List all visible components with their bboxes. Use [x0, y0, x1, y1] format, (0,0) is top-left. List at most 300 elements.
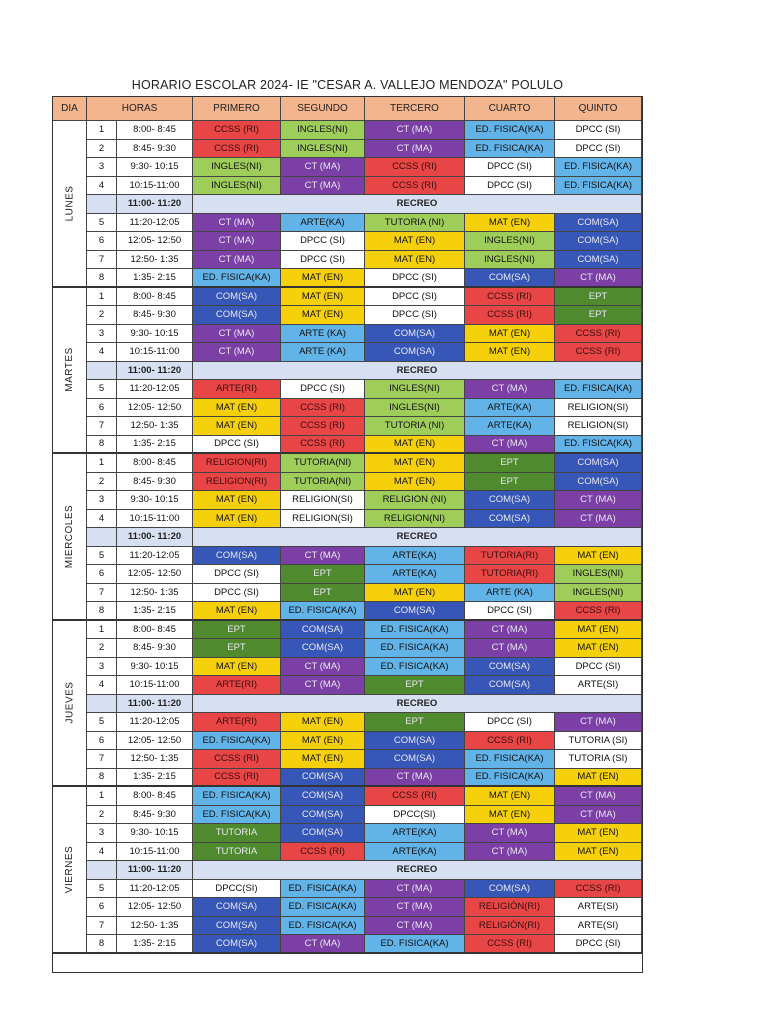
- class-cell: DPCC (SI): [281, 251, 365, 270]
- class-cell: CCSS (RI): [365, 158, 465, 177]
- header-horas: HORAS: [87, 97, 193, 121]
- recreo-time: 11:00- 11:20: [117, 195, 193, 214]
- class-cell: CCSS (RI): [281, 843, 365, 862]
- class-cell: EPT: [555, 288, 642, 307]
- class-cell: ARTE(RI): [193, 380, 281, 399]
- class-cell: TUTORIA (NI): [365, 214, 465, 233]
- period-time: 12:50- 1:35: [117, 584, 193, 603]
- class-cell: MAT (EN): [193, 399, 281, 418]
- recreo-label: RECREO: [193, 362, 642, 381]
- schedule-title: HORARIO ESCOLAR 2024- IE "CESAR A. VALLEJO MENDOZA" POLULO: [131, 78, 564, 92]
- class-cell: ED. FISICA(KA): [365, 658, 465, 677]
- class-cell: COM(SA): [465, 676, 555, 695]
- period-time: 8:45- 9:30: [117, 140, 193, 159]
- class-cell: ED. FISICA(KA): [465, 769, 555, 788]
- class-cell: DPCC (SI): [193, 584, 281, 603]
- class-cell: ARTE(KA): [365, 565, 465, 584]
- schedule-table: [52, 96, 643, 973]
- period-time: 12:50- 1:35: [117, 917, 193, 936]
- class-cell: CT (MA): [465, 621, 555, 640]
- period-time: 10:15-11:00: [117, 843, 193, 862]
- class-cell: COM(SA): [555, 473, 642, 492]
- period-number: 8: [87, 769, 117, 788]
- class-cell: EPT: [465, 473, 555, 492]
- period-time: 9:30- 10:15: [117, 158, 193, 177]
- class-cell: CT (MA): [281, 676, 365, 695]
- class-cell: CCSS (RI): [555, 880, 642, 899]
- class-cell: CT (MA): [281, 547, 365, 566]
- period-time: 1:35- 2:15: [117, 436, 193, 455]
- period-time: 9:30- 10:15: [117, 658, 193, 677]
- class-cell: RELIGION(SI): [281, 491, 365, 510]
- class-cell: COM(SA): [465, 510, 555, 529]
- class-cell: ED. FISICA(KA): [281, 602, 365, 621]
- header-dia: DIA: [53, 97, 87, 121]
- class-cell: CCSS (RI): [281, 399, 365, 418]
- class-cell: MAT (EN): [465, 214, 555, 233]
- class-cell: INGLES(NI): [555, 584, 642, 603]
- class-cell: CT (MA): [555, 491, 642, 510]
- class-cell: COM(SA): [465, 658, 555, 677]
- class-cell: ED. FISICA(KA): [281, 880, 365, 899]
- period-number: 2: [87, 473, 117, 492]
- period-number: 8: [87, 935, 117, 954]
- period-time: 8:45- 9:30: [117, 639, 193, 658]
- class-cell: RELIGION(RI): [193, 454, 281, 473]
- class-cell: DPCC (SI): [465, 158, 555, 177]
- class-cell: EPT: [281, 584, 365, 603]
- recreo-label: RECREO: [193, 695, 642, 714]
- class-cell: COM(SA): [365, 343, 465, 362]
- period-time: 9:30- 10:15: [117, 325, 193, 344]
- header-quinto: QUINTO: [555, 97, 642, 121]
- class-cell: TUTORIA(RI): [465, 547, 555, 566]
- class-cell: COM(SA): [465, 491, 555, 510]
- class-cell: COM(SA): [281, 639, 365, 658]
- class-cell: TUTORIA(NI): [281, 473, 365, 492]
- class-cell: CT (MA): [465, 843, 555, 862]
- class-cell: MAT (EN): [281, 269, 365, 288]
- class-cell: DPCC (SI): [365, 306, 465, 325]
- class-cell: EPT: [555, 306, 642, 325]
- class-cell: MAT (EN): [365, 584, 465, 603]
- class-cell: ARTE(RI): [193, 676, 281, 695]
- period-number: 6: [87, 898, 117, 917]
- period-number: 1: [87, 121, 117, 140]
- period-time: 8:45- 9:30: [117, 806, 193, 825]
- class-cell: ARTE(KA): [465, 399, 555, 418]
- class-cell: ARTE(KA): [281, 214, 365, 233]
- period-time: 12:50- 1:35: [117, 417, 193, 436]
- class-cell: INGLES(NI): [365, 399, 465, 418]
- period-time: 12:05- 12:50: [117, 898, 193, 917]
- class-cell: COM(SA): [555, 214, 642, 233]
- recreo-time: 11:00- 11:20: [117, 362, 193, 381]
- class-cell: CT (MA): [465, 380, 555, 399]
- class-cell: TUTORIA(RI): [465, 565, 555, 584]
- class-cell: ARTE (KA): [465, 584, 555, 603]
- day-name: MARTES: [64, 347, 75, 392]
- class-cell: ARTE (KA): [281, 325, 365, 344]
- period-time: 1:35- 2:15: [117, 935, 193, 954]
- period-number: 5: [87, 713, 117, 732]
- period-number: 3: [87, 491, 117, 510]
- class-cell: CT (MA): [555, 713, 642, 732]
- period-number: 1: [87, 288, 117, 307]
- period-number: 1: [87, 787, 117, 806]
- period-time: 1:35- 2:15: [117, 602, 193, 621]
- period-number: 6: [87, 232, 117, 251]
- class-cell: INGLES(NI): [555, 565, 642, 584]
- class-cell: CT (MA): [365, 898, 465, 917]
- class-cell: CCSS (RI): [193, 750, 281, 769]
- class-cell: CT (MA): [365, 880, 465, 899]
- period-number: 6: [87, 399, 117, 418]
- period-number: 4: [87, 177, 117, 196]
- class-cell: MAT (EN): [555, 769, 642, 788]
- class-cell: ARTE(KA): [365, 843, 465, 862]
- period-number: 7: [87, 417, 117, 436]
- class-cell: ED. FISICA(KA): [281, 917, 365, 936]
- class-cell: ARTE(SI): [555, 676, 642, 695]
- period-time: 9:30- 10:15: [117, 491, 193, 510]
- day-label-jueves: [53, 621, 87, 788]
- class-cell: INGLES(NI): [193, 177, 281, 196]
- period-number: 6: [87, 732, 117, 751]
- class-cell: TUTORIA: [193, 843, 281, 862]
- class-cell: CT (MA): [281, 935, 365, 954]
- class-cell: COM(SA): [281, 769, 365, 788]
- period-number: 2: [87, 806, 117, 825]
- period-number: 6: [87, 565, 117, 584]
- period-time: 12:05- 12:50: [117, 565, 193, 584]
- class-cell: DPCC (SI): [193, 565, 281, 584]
- period-number: 7: [87, 584, 117, 603]
- class-cell: DPCC (SI): [365, 288, 465, 307]
- class-cell: CT (MA): [193, 232, 281, 251]
- period-time: 11:20-12:05: [117, 380, 193, 399]
- class-cell: ED. FISICA(KA): [193, 269, 281, 288]
- period-time: 1:35- 2:15: [117, 269, 193, 288]
- class-cell: DPCC (SI): [555, 140, 642, 159]
- period-time: 12:50- 1:35: [117, 750, 193, 769]
- header-tercero: TERCERO: [365, 97, 465, 121]
- class-cell: ED. FISICA(KA): [555, 436, 642, 455]
- period-number: 5: [87, 214, 117, 233]
- class-cell: ED. FISICA(KA): [555, 177, 642, 196]
- class-cell: COM(SA): [193, 917, 281, 936]
- period-number: 3: [87, 658, 117, 677]
- class-cell: ED. FISICA(KA): [193, 806, 281, 825]
- class-cell: MAT (EN): [465, 806, 555, 825]
- recreo-label: RECREO: [193, 861, 642, 880]
- class-cell: CCSS (RI): [281, 436, 365, 455]
- class-cell: INGLES(NI): [193, 158, 281, 177]
- period-time: 12:50- 1:35: [117, 251, 193, 270]
- period-number: 2: [87, 140, 117, 159]
- class-cell: INGLES(NI): [465, 232, 555, 251]
- period-time: 11:20-12:05: [117, 880, 193, 899]
- period-time: 10:15-11:00: [117, 177, 193, 196]
- period-time: 9:30- 10:15: [117, 824, 193, 843]
- class-cell: CCSS (RI): [365, 177, 465, 196]
- class-cell: COM(SA): [365, 602, 465, 621]
- class-cell: DPCC(SI): [365, 806, 465, 825]
- period-number: 5: [87, 880, 117, 899]
- period-number: 5: [87, 547, 117, 566]
- class-cell: ARTE (KA): [281, 343, 365, 362]
- class-cell: COM(SA): [555, 232, 642, 251]
- class-cell: COM(SA): [465, 269, 555, 288]
- period-time: 12:05- 12:50: [117, 232, 193, 251]
- class-cell: CCSS (RI): [365, 787, 465, 806]
- class-cell: RELIGION(SI): [555, 399, 642, 418]
- day-name: VIERNES: [64, 845, 75, 893]
- class-cell: COM(SA): [193, 898, 281, 917]
- class-cell: DPCC (SI): [281, 232, 365, 251]
- class-cell: TUTORIA(NI): [281, 454, 365, 473]
- period-time: 12:05- 12:50: [117, 732, 193, 751]
- class-cell: CT (MA): [281, 177, 365, 196]
- class-cell: CCSS (RI): [281, 417, 365, 436]
- recreo-label: RECREO: [193, 528, 642, 547]
- class-cell: DPCC (SI): [555, 121, 642, 140]
- period-number: 4: [87, 343, 117, 362]
- class-cell: DPCC (SI): [281, 380, 365, 399]
- class-cell: ED. FISICA(KA): [465, 140, 555, 159]
- class-cell: ED. FISICA(KA): [365, 639, 465, 658]
- class-cell: COM(SA): [193, 288, 281, 307]
- class-cell: RELIGION(SI): [281, 510, 365, 529]
- period-number: 1: [87, 621, 117, 640]
- day-name: JUEVES: [64, 681, 75, 724]
- class-cell: MAT (EN): [193, 417, 281, 436]
- class-cell: ED. FISICA(KA): [193, 732, 281, 751]
- class-cell: CT (MA): [193, 251, 281, 270]
- class-cell: CT (MA): [193, 325, 281, 344]
- class-cell: MAT (EN): [465, 325, 555, 344]
- class-cell: ED. FISICA(KA): [365, 935, 465, 954]
- class-cell: CT (MA): [365, 121, 465, 140]
- period-number: 3: [87, 824, 117, 843]
- class-cell: ARTE(KA): [365, 547, 465, 566]
- class-cell: MAT (EN): [365, 436, 465, 455]
- class-cell: CT (MA): [555, 269, 642, 288]
- period-number: 5: [87, 380, 117, 399]
- class-cell: MAT (EN): [281, 713, 365, 732]
- recreo-blank: [87, 528, 117, 547]
- period-number: 3: [87, 158, 117, 177]
- class-cell: CT (MA): [465, 824, 555, 843]
- period-time: 11:20-12:05: [117, 547, 193, 566]
- period-time: 10:15-11:00: [117, 510, 193, 529]
- class-cell: MAT (EN): [555, 639, 642, 658]
- day-label-martes: [53, 288, 87, 455]
- header-segundo: SEGUNDO: [281, 97, 365, 121]
- class-cell: CCSS (RI): [193, 140, 281, 159]
- class-cell: COM(SA): [365, 732, 465, 751]
- class-cell: COM(SA): [281, 806, 365, 825]
- class-cell: RELIGION(SI): [555, 417, 642, 436]
- class-cell: CT (MA): [365, 917, 465, 936]
- header-cuarto: CUARTO: [465, 97, 555, 121]
- class-cell: CCSS (RI): [193, 121, 281, 140]
- period-number: 4: [87, 676, 117, 695]
- period-time: 10:15-11:00: [117, 676, 193, 695]
- class-cell: CCSS (RI): [465, 732, 555, 751]
- class-cell: MAT (EN): [193, 658, 281, 677]
- class-cell: DPCC(SI): [193, 880, 281, 899]
- class-cell: TUTORIA (NI): [365, 417, 465, 436]
- class-cell: DPCC (SI): [555, 935, 642, 954]
- period-number: 7: [87, 917, 117, 936]
- class-cell: ARTE(KA): [365, 824, 465, 843]
- class-cell: CCSS (RI): [465, 288, 555, 307]
- period-number: 4: [87, 843, 117, 862]
- period-time: 10:15-11:00: [117, 343, 193, 362]
- class-cell: MAT (EN): [365, 232, 465, 251]
- class-cell: INGLES(NI): [365, 380, 465, 399]
- period-time: 11:20-12:05: [117, 713, 193, 732]
- class-cell: CT (MA): [193, 343, 281, 362]
- class-cell: COM(SA): [365, 750, 465, 769]
- class-cell: CT (MA): [555, 510, 642, 529]
- class-cell: COM(SA): [193, 306, 281, 325]
- period-number: 2: [87, 306, 117, 325]
- class-cell: COM(SA): [555, 454, 642, 473]
- day-label-viernes: [53, 787, 87, 954]
- period-time: 1:35- 2:15: [117, 769, 193, 788]
- class-cell: CT (MA): [465, 639, 555, 658]
- class-cell: EPT: [465, 454, 555, 473]
- class-cell: ED. FISICA(KA): [465, 750, 555, 769]
- period-time: 8:00- 8:45: [117, 787, 193, 806]
- class-cell: MAT (EN): [555, 547, 642, 566]
- header-primero: PRIMERO: [193, 97, 281, 121]
- class-cell: ED. FISICA(KA): [465, 121, 555, 140]
- class-cell: ED. FISICA(KA): [555, 158, 642, 177]
- class-cell: CCSS (RI): [193, 769, 281, 788]
- class-cell: MAT (EN): [281, 288, 365, 307]
- class-cell: TUTORIA (SI): [555, 750, 642, 769]
- class-cell: MAT (EN): [555, 824, 642, 843]
- recreo-time: 11:00- 11:20: [117, 528, 193, 547]
- class-cell: RELIGIÓN(RI): [465, 898, 555, 917]
- class-cell: ED. FISICA(KA): [555, 380, 642, 399]
- class-cell: COM(SA): [193, 547, 281, 566]
- class-cell: ARTE(SI): [555, 898, 642, 917]
- class-cell: EPT: [281, 565, 365, 584]
- recreo-time: 11:00- 11:20: [117, 861, 193, 880]
- period-number: 1: [87, 454, 117, 473]
- period-number: 8: [87, 602, 117, 621]
- class-cell: ED. FISICA(KA): [193, 787, 281, 806]
- class-cell: MAT (EN): [281, 732, 365, 751]
- class-cell: INGLES(NI): [281, 121, 365, 140]
- recreo-label: RECREO: [193, 195, 642, 214]
- class-cell: ED. FISICA(KA): [365, 621, 465, 640]
- class-cell: CT (MA): [281, 158, 365, 177]
- class-cell: RELIGION(NI): [365, 510, 465, 529]
- class-cell: ARTE(KA): [465, 417, 555, 436]
- class-cell: COM(SA): [281, 824, 365, 843]
- class-cell: EPT: [365, 713, 465, 732]
- class-cell: ED. FISICA(KA): [281, 898, 365, 917]
- class-cell: MAT (EN): [193, 510, 281, 529]
- class-cell: CT (MA): [365, 769, 465, 788]
- class-cell: DPCC (SI): [465, 177, 555, 196]
- period-number: 2: [87, 639, 117, 658]
- class-cell: COM(SA): [365, 325, 465, 344]
- class-cell: MAT (EN): [281, 306, 365, 325]
- day-label-lunes: [53, 121, 87, 288]
- recreo-blank: [87, 195, 117, 214]
- class-cell: COM(SA): [465, 880, 555, 899]
- recreo-blank: [87, 861, 117, 880]
- day-name: MIERCOLES: [64, 504, 75, 568]
- class-cell: MAT (EN): [365, 251, 465, 270]
- recreo-blank: [87, 362, 117, 381]
- recreo-blank: [87, 695, 117, 714]
- class-cell: INGLES(NI): [465, 251, 555, 270]
- class-cell: DPCC (SI): [365, 269, 465, 288]
- period-number: 4: [87, 510, 117, 529]
- period-time: 8:45- 9:30: [117, 473, 193, 492]
- period-number: 8: [87, 436, 117, 455]
- class-cell: INGLES(NI): [281, 140, 365, 159]
- period-time: 11:20-12:05: [117, 214, 193, 233]
- class-cell: CT (MA): [193, 214, 281, 233]
- class-cell: COM(SA): [555, 251, 642, 270]
- period-time: 8:00- 8:45: [117, 454, 193, 473]
- class-cell: MAT (EN): [193, 602, 281, 621]
- class-cell: DPCC (SI): [465, 602, 555, 621]
- class-cell: CCSS (RI): [465, 935, 555, 954]
- class-cell: ARTE(RI): [193, 713, 281, 732]
- class-cell: DPCC (SI): [193, 436, 281, 455]
- class-cell: DPCC (SI): [555, 658, 642, 677]
- class-cell: EPT: [193, 621, 281, 640]
- period-time: 12:05- 12:50: [117, 399, 193, 418]
- class-cell: CCSS (RI): [555, 343, 642, 362]
- class-cell: MAT (EN): [281, 750, 365, 769]
- class-cell: COM(SA): [193, 935, 281, 954]
- class-cell: CT (MA): [465, 436, 555, 455]
- class-cell: COM(SA): [281, 621, 365, 640]
- day-label-miercoles: [53, 454, 87, 621]
- class-cell: DPCC (SI): [465, 713, 555, 732]
- class-cell: MAT (EN): [465, 343, 555, 362]
- class-cell: TUTORIA: [193, 824, 281, 843]
- class-cell: MAT (EN): [193, 491, 281, 510]
- class-cell: CT (MA): [555, 787, 642, 806]
- period-number: 7: [87, 251, 117, 270]
- class-cell: COM(SA): [281, 787, 365, 806]
- period-time: 8:00- 8:45: [117, 621, 193, 640]
- period-time: 8:00- 8:45: [117, 288, 193, 307]
- class-cell: EPT: [365, 676, 465, 695]
- class-cell: MAT (EN): [365, 473, 465, 492]
- class-cell: CT (MA): [281, 658, 365, 677]
- class-cell: CCSS (RI): [555, 325, 642, 344]
- period-number: 8: [87, 269, 117, 288]
- class-cell: CCSS (RI): [465, 306, 555, 325]
- period-number: 3: [87, 325, 117, 344]
- class-cell: RELIGIÓN(RI): [465, 917, 555, 936]
- class-cell: CCSS (RI): [555, 602, 642, 621]
- class-cell: CT (MA): [365, 140, 465, 159]
- class-cell: RELIGION(RI): [193, 473, 281, 492]
